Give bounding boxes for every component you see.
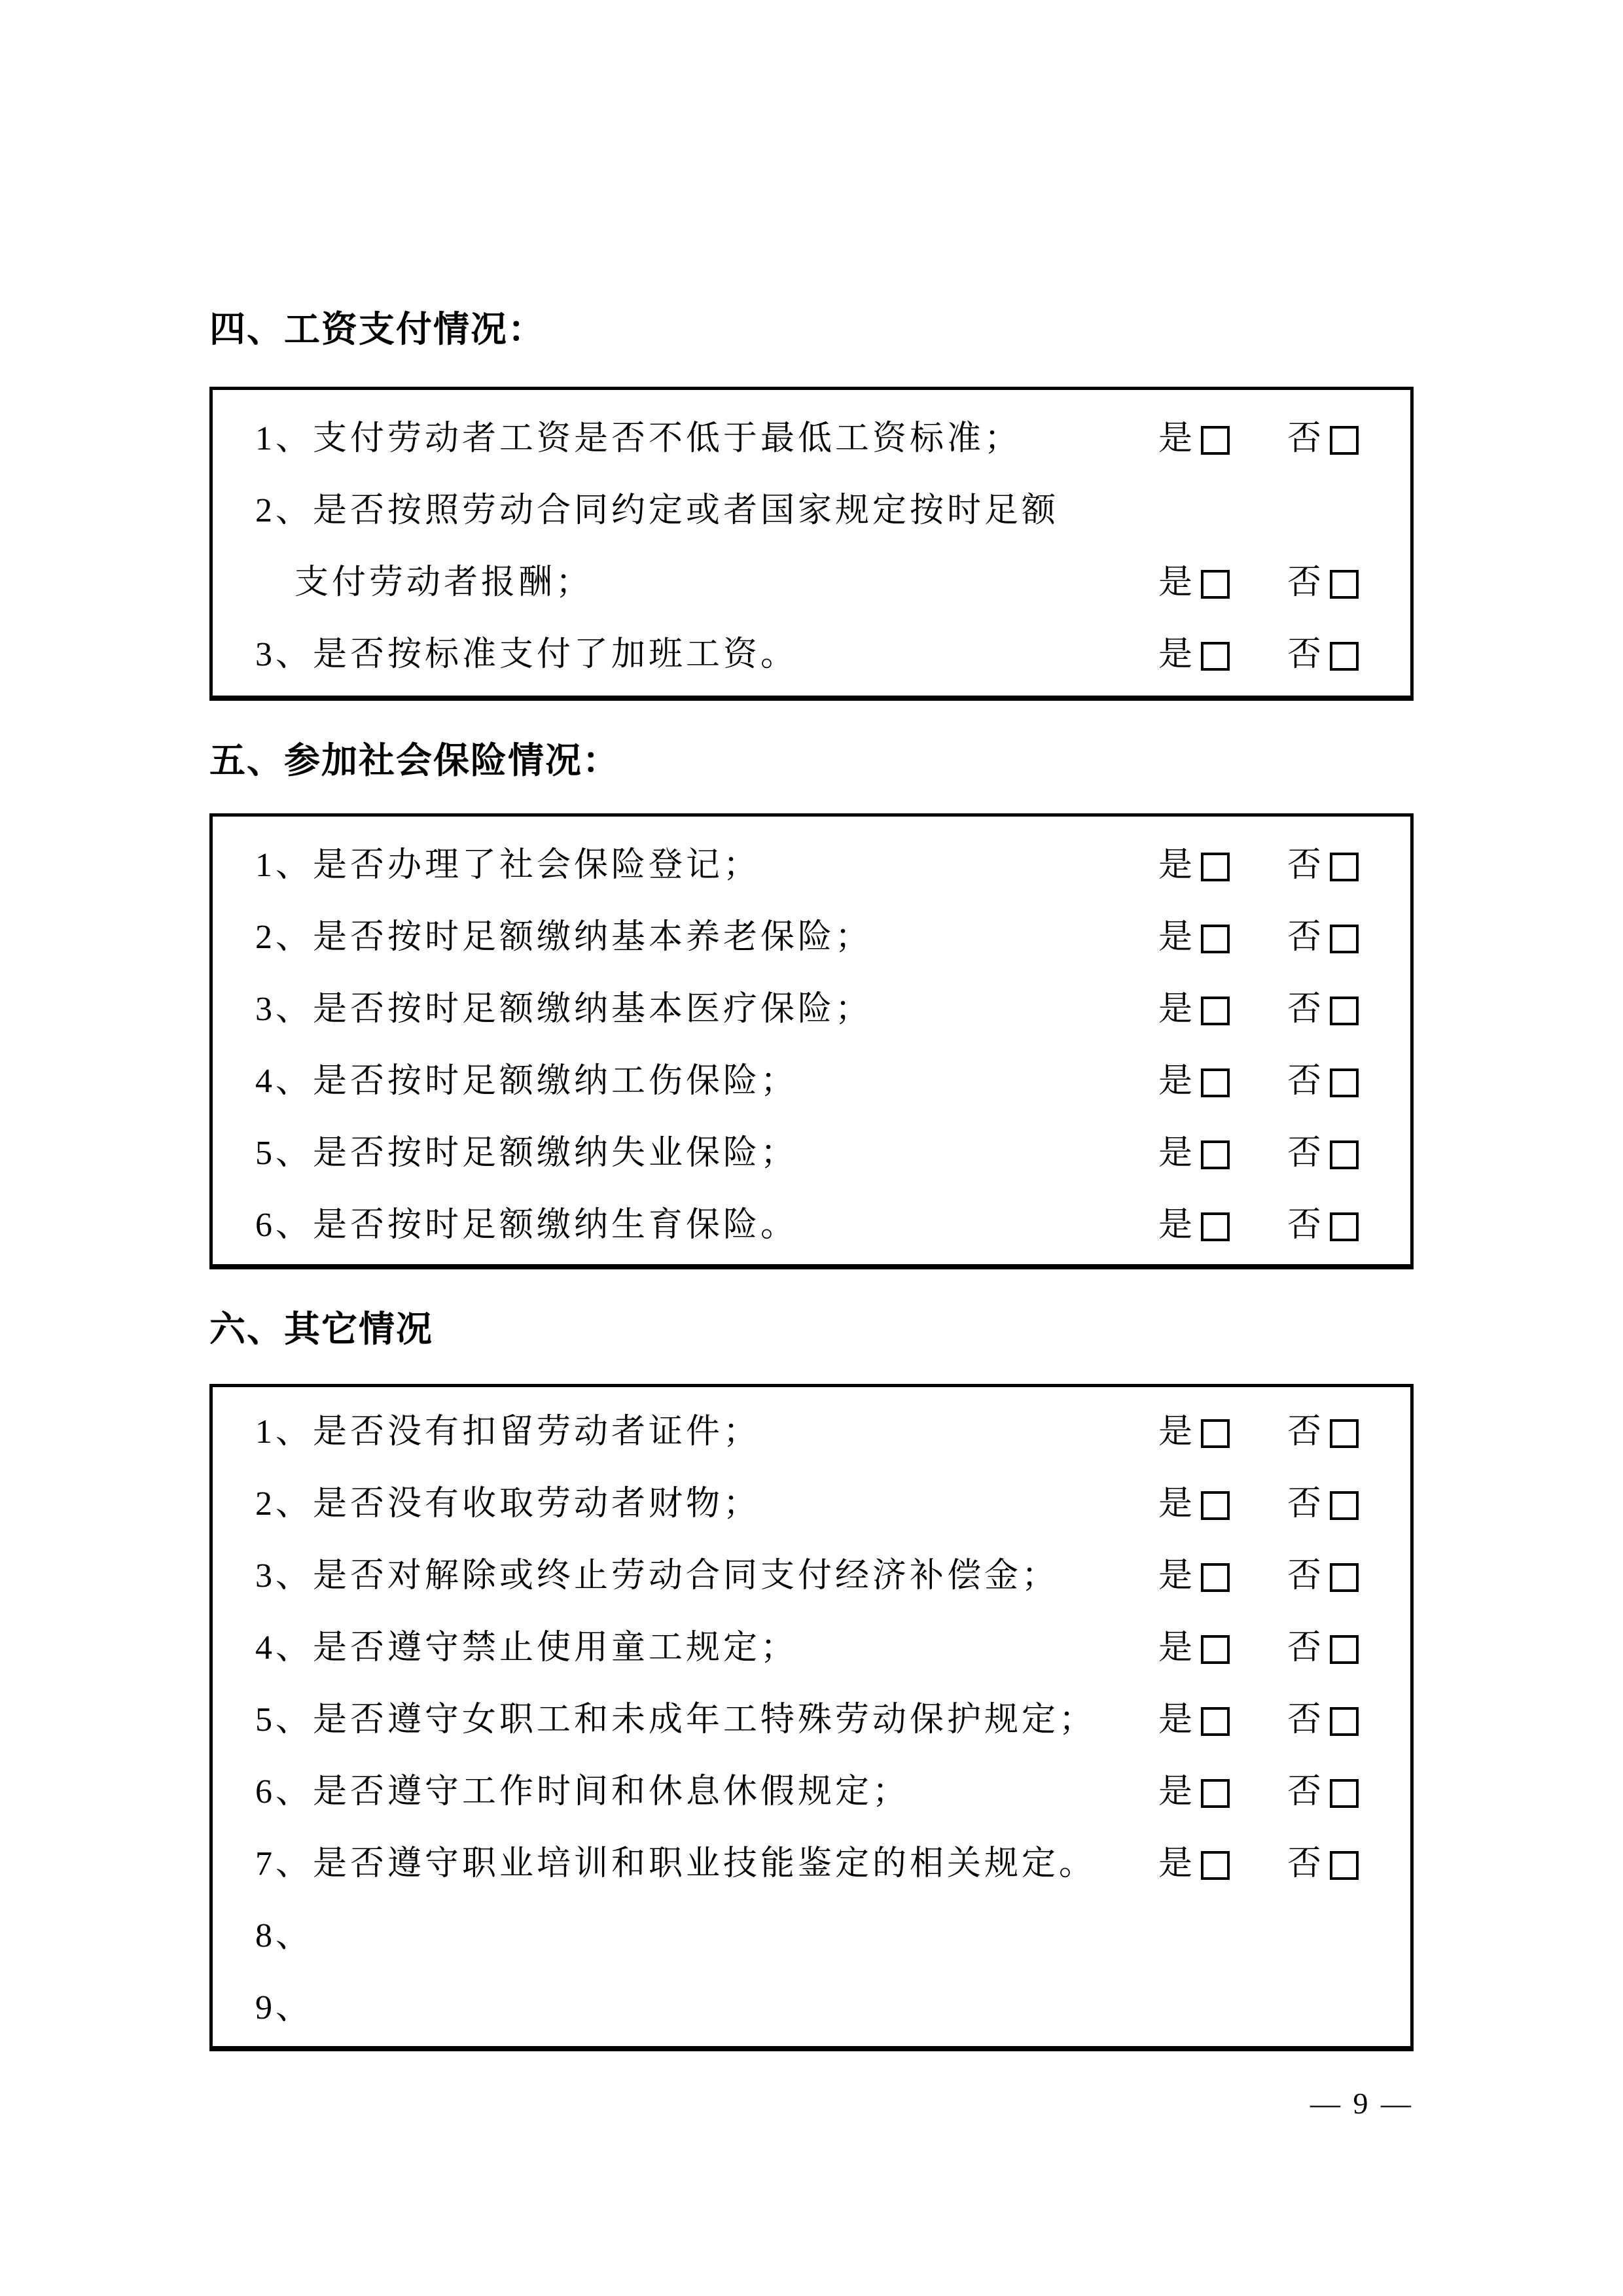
checklist-row-blank xyxy=(255,1900,1359,1972)
question-text: 5、是否遵守女职工和未成年工特殊劳动保护规定； xyxy=(255,1701,1097,1739)
yes-label: 是 xyxy=(1158,636,1193,673)
yes-option xyxy=(1158,849,1230,883)
yes-option xyxy=(1158,921,1230,955)
section-heading-wage-payment: 四、工资支付情况： xyxy=(209,309,546,349)
question-text: 3、是否按标准支付了加班工资。 xyxy=(255,636,798,674)
yes-option xyxy=(1158,1631,1230,1665)
yes-label: 是 xyxy=(1158,420,1193,457)
yes-option xyxy=(1158,1487,1230,1521)
checklist-row xyxy=(255,619,1359,691)
answer-group xyxy=(1158,1209,1359,1243)
yes-label: 是 xyxy=(1158,1845,1193,1882)
checklist-row-blank xyxy=(255,1972,1359,2044)
question-text: 3、是否对解除或终止劳动合同支付经济补偿金； xyxy=(255,1557,1060,1595)
question-text: 3、是否按时足额缴纳基本医疗保险； xyxy=(255,991,873,1029)
question-text: 2、是否没有收取劳动者财物； xyxy=(255,1485,761,1523)
no-option xyxy=(1287,1775,1359,1809)
no-option xyxy=(1287,1065,1359,1099)
no-label: 否 xyxy=(1287,420,1321,457)
answer-group xyxy=(1158,1703,1359,1737)
answer-group xyxy=(1158,1559,1359,1593)
question-text: 8、 xyxy=(255,1917,313,1955)
yes-checkbox[interactable] xyxy=(1201,1140,1230,1169)
checklist-row xyxy=(255,1118,1359,1190)
yes-option xyxy=(1158,993,1230,1027)
yes-checkbox[interactable] xyxy=(1201,1563,1230,1592)
no-label: 否 xyxy=(1287,1629,1321,1667)
no-checkbox[interactable] xyxy=(1330,642,1359,671)
yes-option xyxy=(1158,1415,1230,1449)
question-text: 1、是否没有扣留劳动者证件； xyxy=(255,1413,761,1451)
yes-checkbox[interactable] xyxy=(1201,1419,1230,1448)
no-label: 否 xyxy=(1287,847,1321,884)
no-label: 否 xyxy=(1287,1207,1321,1244)
no-option xyxy=(1287,1631,1359,1665)
no-label: 否 xyxy=(1287,636,1321,673)
no-label: 否 xyxy=(1287,1063,1321,1100)
yes-option xyxy=(1158,638,1230,672)
yes-checkbox[interactable] xyxy=(1201,570,1230,599)
no-checkbox[interactable] xyxy=(1330,426,1359,455)
no-option xyxy=(1287,1847,1359,1881)
yes-option xyxy=(1158,566,1230,600)
checklist-row xyxy=(255,830,1359,902)
yes-label: 是 xyxy=(1158,1063,1193,1100)
yes-checkbox[interactable] xyxy=(1201,997,1230,1025)
yes-label: 是 xyxy=(1158,1207,1193,1244)
question-text: 1、支付劳动者工资是否不低于最低工资标准； xyxy=(255,420,1022,458)
answer-group xyxy=(1158,422,1359,456)
answer-group xyxy=(1158,921,1359,955)
checklist-row xyxy=(255,1612,1359,1684)
checklist-row xyxy=(255,1190,1359,1262)
yes-option xyxy=(1158,1559,1230,1593)
social-insurance-box xyxy=(209,813,1414,1269)
yes-checkbox[interactable] xyxy=(1201,1069,1230,1097)
yes-label: 是 xyxy=(1158,564,1193,601)
yes-option xyxy=(1158,1775,1230,1809)
no-label: 否 xyxy=(1287,919,1321,956)
checklist-row xyxy=(255,974,1359,1046)
no-option xyxy=(1287,566,1359,600)
yes-label: 是 xyxy=(1158,1701,1193,1739)
yes-label: 是 xyxy=(1158,1413,1193,1451)
no-checkbox[interactable] xyxy=(1330,1635,1359,1664)
question-text: 4、是否按时足额缴纳工伤保险； xyxy=(255,1063,798,1101)
yes-label: 是 xyxy=(1158,919,1193,956)
no-checkbox[interactable] xyxy=(1330,1419,1359,1448)
answer-group xyxy=(1158,849,1359,883)
answer-group xyxy=(1158,1487,1359,1521)
page-number: — 9 — xyxy=(1310,2087,1414,2120)
question-text: 1、是否办理了社会保险登记； xyxy=(255,847,761,885)
no-checkbox[interactable] xyxy=(1330,997,1359,1025)
no-option xyxy=(1287,1209,1359,1243)
yes-checkbox[interactable] xyxy=(1201,925,1230,953)
no-checkbox[interactable] xyxy=(1330,1779,1359,1808)
no-checkbox[interactable] xyxy=(1330,1140,1359,1169)
no-checkbox[interactable] xyxy=(1330,1563,1359,1592)
yes-checkbox[interactable] xyxy=(1201,426,1230,455)
other-situations-box xyxy=(209,1384,1414,2051)
no-option xyxy=(1287,1703,1359,1737)
question-text: 4、是否遵守禁止使用童工规定； xyxy=(255,1629,798,1667)
yes-checkbox[interactable] xyxy=(1201,1779,1230,1808)
no-label: 否 xyxy=(1287,1701,1321,1739)
no-checkbox[interactable] xyxy=(1330,925,1359,953)
no-checkbox[interactable] xyxy=(1330,1491,1359,1520)
yes-option xyxy=(1158,1209,1230,1243)
yes-label: 是 xyxy=(1158,1485,1193,1523)
yes-checkbox[interactable] xyxy=(1201,1212,1230,1241)
answer-group xyxy=(1158,1415,1359,1449)
checklist-row xyxy=(255,1396,1359,1468)
no-option xyxy=(1287,1415,1359,1449)
no-label: 否 xyxy=(1287,1557,1321,1595)
yes-checkbox[interactable] xyxy=(1201,853,1230,881)
yes-label: 是 xyxy=(1158,1773,1193,1810)
yes-label: 是 xyxy=(1158,847,1193,884)
answer-group xyxy=(1158,1847,1359,1881)
question-text: 2、是否按照劳动合同约定或者国家规定按时足额 xyxy=(255,492,1060,530)
yes-checkbox[interactable] xyxy=(1201,1491,1230,1520)
question-text: 支付劳动者报酬； xyxy=(294,564,594,602)
no-checkbox[interactable] xyxy=(1330,1212,1359,1241)
answer-group xyxy=(1158,1065,1359,1099)
checklist-row xyxy=(255,1046,1359,1118)
yes-option xyxy=(1158,1065,1230,1099)
checklist-row xyxy=(255,1756,1359,1828)
question-text: 7、是否遵守职业培训和职业技能鉴定的相关规定。 xyxy=(255,1845,1097,1883)
no-label: 否 xyxy=(1287,991,1321,1028)
yes-option xyxy=(1158,422,1230,456)
question-text: 6、是否按时足额缴纳生育保险。 xyxy=(255,1207,798,1245)
yes-label: 是 xyxy=(1158,1135,1193,1172)
section-heading-social-insurance: 五、参加社会保险情况： xyxy=(209,740,620,781)
yes-checkbox[interactable] xyxy=(1201,1707,1230,1736)
checklist-row xyxy=(255,1540,1359,1612)
no-option xyxy=(1287,1559,1359,1593)
checklist-row xyxy=(255,1684,1359,1756)
no-label: 否 xyxy=(1287,1773,1321,1810)
question-text: 2、是否按时足额缴纳基本养老保险； xyxy=(255,919,873,957)
no-option xyxy=(1287,638,1359,672)
no-option xyxy=(1287,1137,1359,1171)
no-checkbox[interactable] xyxy=(1330,1851,1359,1880)
answer-group xyxy=(1158,993,1359,1027)
checklist-row xyxy=(255,902,1359,974)
answer-group xyxy=(1158,566,1359,600)
question-text: 9、 xyxy=(255,1989,313,2027)
no-option xyxy=(1287,993,1359,1027)
no-option xyxy=(1287,422,1359,456)
checklist-row xyxy=(255,1828,1359,1900)
no-label: 否 xyxy=(1287,1845,1321,1882)
section-heading-other: 六、其它情况 xyxy=(209,1309,434,1349)
checklist-row xyxy=(255,1468,1359,1540)
checklist-row xyxy=(255,403,1359,475)
answer-group xyxy=(1158,1775,1359,1809)
yes-option xyxy=(1158,1703,1230,1737)
yes-option xyxy=(1158,1847,1230,1881)
no-option xyxy=(1287,1487,1359,1521)
no-label: 否 xyxy=(1287,564,1321,601)
no-label: 否 xyxy=(1287,1485,1321,1523)
no-option xyxy=(1287,921,1359,955)
no-checkbox[interactable] xyxy=(1330,570,1359,599)
yes-label: 是 xyxy=(1158,1557,1193,1595)
yes-option xyxy=(1158,1137,1230,1171)
yes-label: 是 xyxy=(1158,991,1193,1028)
question-text: 5、是否按时足额缴纳失业保险； xyxy=(255,1135,798,1173)
no-label: 否 xyxy=(1287,1135,1321,1172)
no-checkbox[interactable] xyxy=(1330,853,1359,881)
answer-group xyxy=(1158,638,1359,672)
question-text: 6、是否遵守工作时间和休息休假规定； xyxy=(255,1773,910,1811)
checklist-row xyxy=(255,475,1359,547)
yes-checkbox[interactable] xyxy=(1201,642,1230,671)
yes-checkbox[interactable] xyxy=(1201,1851,1230,1880)
wage-payment-box xyxy=(209,387,1414,701)
yes-checkbox[interactable] xyxy=(1201,1635,1230,1664)
yes-label: 是 xyxy=(1158,1629,1193,1667)
checklist-row-continuation xyxy=(255,547,1359,619)
no-option xyxy=(1287,849,1359,883)
answer-group xyxy=(1158,1137,1359,1171)
no-checkbox[interactable] xyxy=(1330,1707,1359,1736)
no-checkbox[interactable] xyxy=(1330,1069,1359,1097)
no-label: 否 xyxy=(1287,1413,1321,1451)
answer-group xyxy=(1158,1631,1359,1665)
